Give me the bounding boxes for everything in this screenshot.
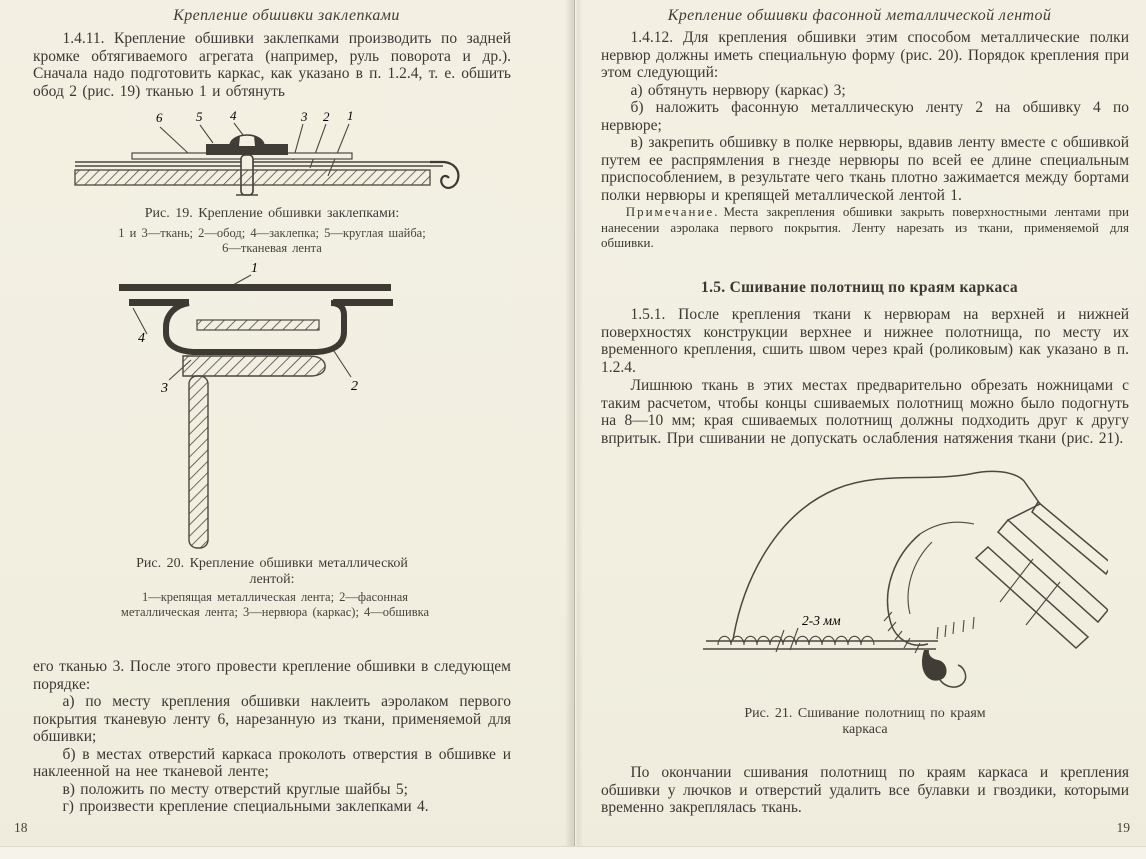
list-item-b: б) наложить фасонную металлическую ленту 2 на обшивку 4 по нервюре;	[601, 99, 1129, 134]
right-page-top-section	[601, 29, 1129, 251]
figure-20-legend: 1—крепящая металлическая лента; 2—фасонная металлическая лента; 3—нервюра (каркас); 4—обшивка	[120, 590, 430, 619]
fig20-label-2: 2	[351, 379, 358, 394]
fig19-label-1: 1	[347, 110, 354, 123]
fig19-label-5: 5	[196, 110, 203, 124]
right-page-number: 19	[1116, 820, 1130, 835]
figure-20-caption-line2: лентой:	[249, 572, 295, 587]
right-page	[573, 0, 1146, 859]
fig20-label-4: 4	[138, 331, 145, 346]
right-page-title: Крепление обшивки фасонной металлической лентой	[667, 7, 1052, 24]
section-heading-1-5: 1.5. Сшивание полотнищ по краям каркаса	[701, 279, 1018, 296]
fig19-label-6: 6	[156, 110, 163, 125]
list-item-a: а) по месту крепления обшивки наклеить аэролаком первого покрытия тканевую ленту 6, нарезанную из ткани, применяемой для обшивки;	[33, 693, 511, 745]
paragraph-1-4-12: 1.4.12. Для крепления обшивки этим способом металлические полки нервюр должны иметь специальную форму (рис. 20). Порядок крепления при этом следующий:	[601, 29, 1129, 81]
paragraph-continuation: его тканью 3. После этого провести крепление обшивки в следующем порядке:	[33, 658, 511, 693]
figure-19-legend-line1: 1 и 3—ткань; 2—обод; 4—заклепка; 5—круглая шайба;	[118, 226, 426, 240]
page-bottom-edge	[0, 846, 1146, 859]
note-paragraph	[601, 204, 1129, 251]
fig21-dimension-label: 2-3 мм	[802, 613, 841, 628]
figure-20-caption-line1: Рис. 20. Крепление обшивки металлической	[136, 556, 408, 571]
list-item-g: г) произвести крепление специальными заклепками 4.	[62, 798, 429, 815]
left-page-title: Крепление обшивки заклепками	[173, 7, 400, 24]
left-page-bottom-section	[33, 658, 511, 816]
list-item-v: в) положить по месту отверстий круглые шайбы 5;	[62, 780, 408, 798]
paragraph-final: По окончании сшивания полотнищ по краям каркаса и крепления обшивки у лючков и отверстий удалить все булавки и гвоздики, которыми временно закреплялась ткань.	[601, 764, 1129, 816]
list-item-v: в) закрепить обшивку в полке нервюры, вдавив ленту вместе с обшивкой путем ее распрямления в гнезде нервюры по всей ее длине специальным приспособлением, в результате чего ткань плотно зажимается между бортами полки нервюры и крепящей металлической лентой 1.	[601, 134, 1129, 204]
figure-19-legend-line2: 6—тканевая лента	[222, 241, 322, 255]
fig19-label-4: 4	[230, 110, 237, 123]
paragraph-trim-fabric: Лишнюю ткань в этих местах предварительно обрезать ножницами с таким расчетом, чтобы концы сшиваемых полотнищ можно было подогнуть на 8—10 мм; края сшиваемых полотнищ должны подходить друг к другу впритык. При сшивании не допускать ослабления натяжения ткани (рис. 21).	[601, 377, 1129, 447]
book-gutter-fold-line	[574, 0, 575, 859]
figure-19-rivet-cross-section	[60, 110, 460, 210]
fig19-label-2: 2	[323, 110, 330, 124]
figure-21-caption-line1: Рис. 21. Сшивание полотнищ по краям	[744, 706, 986, 721]
list-item-a: а) обтянуть нервюру (каркас) 3;	[630, 81, 846, 99]
left-page-number: 18	[14, 820, 28, 835]
fig20-label-1: 1	[251, 261, 258, 276]
figure-20-metal-band-cross-section	[105, 258, 415, 558]
list-item-b: б) в местах отверстий каркаса проколоть отверстия в обшивке и наклеенной на нее тканевой ленте;	[33, 745, 511, 780]
figure-19-caption: Рис. 19. Крепление обшивки заклепками:	[144, 206, 400, 221]
paragraph-1-4-11: 1.4.11. Крепление обшивки заклепками производить по задней кромке обтягиваемого агрегата (например, руль поворота и др.). Сначала надо подготовить каркас, как указано в п. 1.2.4, т. е. обшить обод 2 (рис. 19) тканью 1 и обтянуть	[33, 30, 511, 100]
paragraph-1-5-1: 1.5.1. После крепления ткани к нервюрам на верхней и нижней поверхностях конструкции верхнее и нижнее полотнища, по месту их временного крепления, сшить швом через край (роликовым) как указано в п. 1.2.4.	[601, 306, 1129, 376]
note-label: Примечание.	[625, 204, 720, 219]
figure-21-caption-line2: каркаса	[842, 722, 888, 737]
fig20-label-3: 3	[161, 381, 168, 396]
fig19-label-3: 3	[301, 110, 308, 124]
note-text: Места закрепления обшивки закрыть поверхностными лентами при нанесении аэролака первого покрытия. Ленту нарезать из ткани, применяемой для обшивки.	[601, 204, 1129, 250]
figure-21-sewing-illustration	[688, 462, 1108, 702]
